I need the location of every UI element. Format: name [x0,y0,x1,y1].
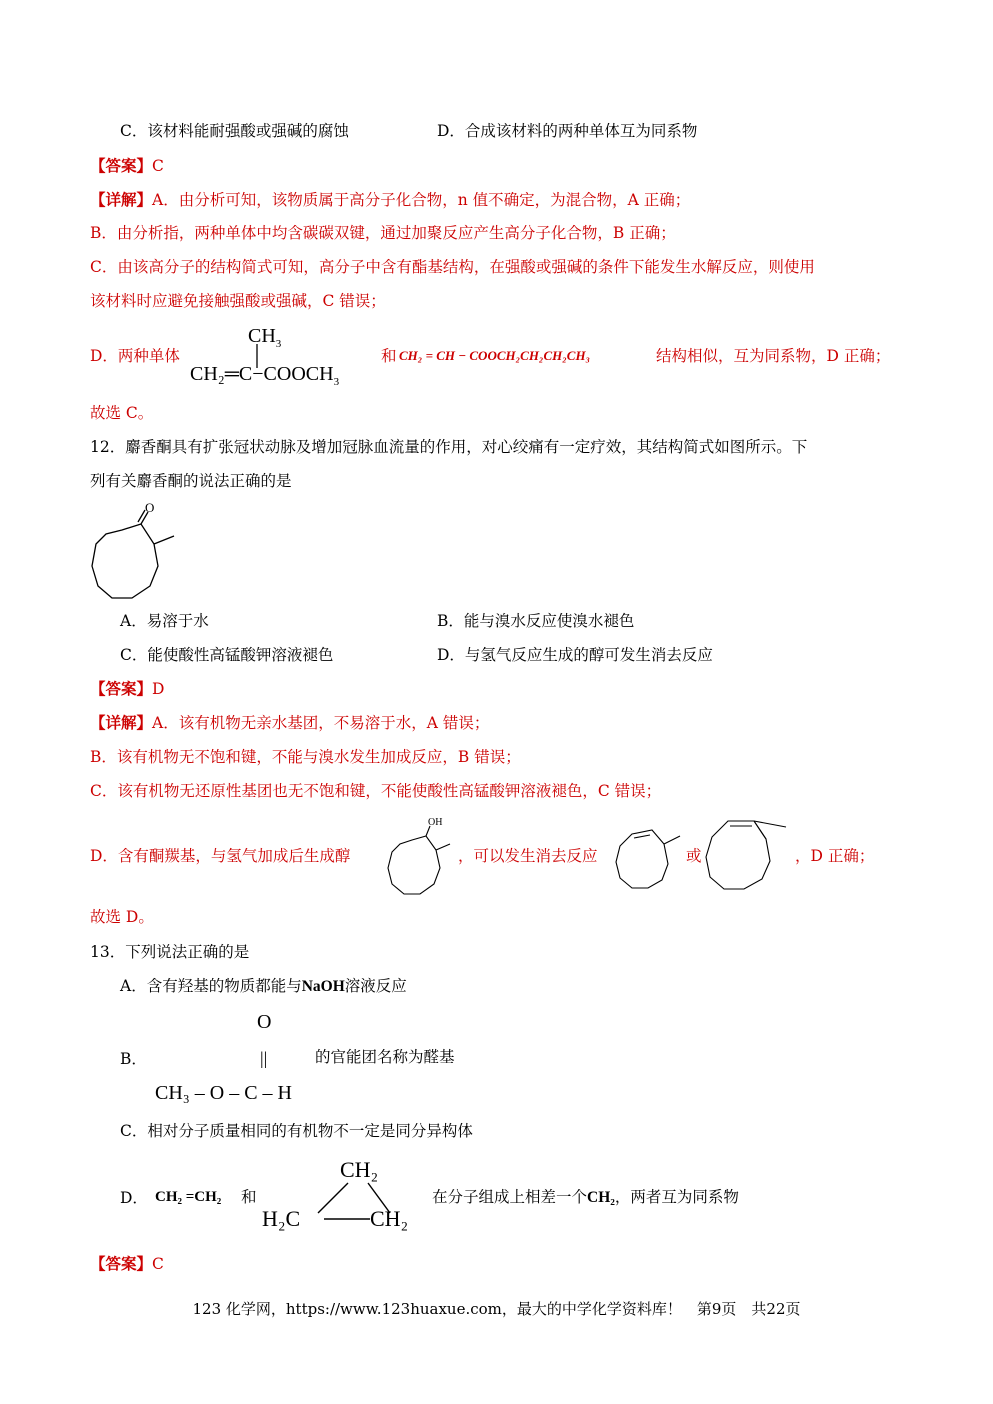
detail-label: 【详解】 [90,190,153,209]
q13-option-c: C．相对分子质量相同的有机物不一定是同分异构体 [120,1122,473,1140]
answer-value: D [152,680,165,698]
q12-conclusion: 故选 D。 [90,908,154,926]
q12-detail-d-suffix: ，D 正确； [795,847,875,865]
q11-detail-d-prefix: D．两种单体 [90,347,180,365]
monomer-main-chain [190,362,339,394]
detail-text: A．该有机物无亲水基团，不易溶于水，A 错误； [152,714,490,732]
muscone-oxygen-label: O [145,500,155,515]
q12-option-b: B．能与溴水反应使溴水褪色 [437,612,635,630]
detail-text: A．由分析可知，该物质属于高分子化合物，n 值不确定，为混合物，A 正确； [152,191,691,209]
ch2-formula: CH₂ [587,1189,615,1206]
option-a-suffix: 溶液反应 [344,977,407,995]
q12-option-c: C．能使酸性高锰酸钾溶液褪色 [120,646,334,664]
detail-label: 【详解】 [90,713,153,732]
q13-option-b-label: B． [120,1050,147,1068]
q12-stem-line1: 12．麝香酮具有扩张冠状动脉及增加冠脉血流量的作用，对心绞痛有一定疗效，其结构简式如图所示。下 [90,438,808,456]
ethene-formula: CH₂ =CH₂ [155,1189,222,1205]
q13-option-d-and: 和 [241,1188,257,1206]
q13-option-a [120,975,407,998]
q13-option-b-text: 的官能团名称为醛基 [315,1048,455,1066]
methyl-formate-oxygen: O [257,1011,272,1033]
cyclopropane-bonds [290,1175,430,1235]
q12-detail-d-or: 或 [686,847,702,865]
q11-detail-c-line2: 该材料时应避免接触强酸或强碱，C 错误； [90,292,386,310]
muscone-structure [88,500,188,600]
alkene-ring-2-structure [704,815,804,895]
answer-label: 【答案】 [90,156,153,175]
cyclopropane-right-ch2: CH₂ [370,1206,409,1231]
q11-detail-d-suffix: 结构相似，互为同系物，D 正确； [656,347,891,365]
hydroxyl-label: OH [428,817,443,828]
q12-detail-b: B．该有机物无不饱和键，不能与溴水发生加成反应，B 错误； [90,748,521,766]
methyl-formate-double-bond: || [260,1048,268,1068]
ch3-subscript: 3 [275,338,282,350]
cyclopropane-left-h2c: H₂C [262,1206,301,1231]
q13-option-d-text [432,1186,739,1209]
answer-value: C [152,1255,164,1273]
q12-detail-a [90,712,489,734]
q13-stem: 13．下列说法正确的是 [90,943,250,961]
answer-value: C [152,157,164,175]
alcohol-ring-structure [384,818,464,898]
page-footer: 123 化学网，https://www.123huaxue.com，最大的中学化学资料库！ 第9页 共22页 [192,1300,801,1318]
q11-detail-b: B．由分析指，两种单体中均含碳碳双键，通过加聚反应产生高分子化合物，B 正确； [90,224,676,242]
alkene-ring-1-structure [612,818,692,898]
q13-answer [90,1253,164,1275]
q12-detail-d-prefix: D．含有酮羰基，与氢气加成后生成醇 [90,847,351,865]
q12-option-a: A．易溶于水 [120,612,209,630]
answer-label: 【答案】 [90,679,153,698]
monomer-main-text: CH₂═C−COOCH [190,363,334,385]
ch3-text: CH [248,325,276,347]
q11-detail-d-and: 和 [381,347,397,365]
option-d-middle: 在分子组成上相差一个 [432,1188,588,1206]
methyl-formate-formula: CH₃ – O – C – H [155,1082,292,1104]
q11-detail-a [90,189,690,211]
q11-option-c: C．该材料能耐强酸或强碱的腐蚀 [120,122,349,140]
q12-answer [90,678,164,700]
cyclopropane-top-ch2: CH₂ [340,1157,379,1182]
q11-conclusion: 故选 C。 [90,404,154,422]
q12-stem-line2: 列有关麝香酮的说法正确的是 [90,472,292,490]
q13-option-d-label: D． [120,1189,148,1207]
q12-detail-c: C．该有机物无还原性基团也无不饱和键，不能使酸性高锰酸钾溶液褪色，C 错误； [90,782,662,800]
option-a-prefix: A．含有羟基的物质都能与 [120,977,302,995]
monomer-main-subscript: 3 [333,376,340,388]
naoh-formula: NaOH [301,978,345,995]
q12-option-d: D．与氢气反应生成的醇可发生消去反应 [437,646,713,664]
answer-label: 【答案】 [90,1254,153,1273]
q11-detail-c-line1: C．由该高分子的结构简式可知，高分子中含有酯基结构，在强酸或强碱的条件下能发生水解反应，则使用 [90,258,815,276]
q11-answer [90,155,164,177]
q11-option-d: D．合成该材料的两种单体互为同系物 [437,122,698,140]
butyl-acrylate-formula: CH₂ = CH − COOCH₂CH₂CH₂CH₃ [399,348,591,363]
q12-detail-d-middle: ，可以发生消去反应 [458,847,598,865]
option-d-suffix: ，两者互为同系物 [614,1188,739,1206]
